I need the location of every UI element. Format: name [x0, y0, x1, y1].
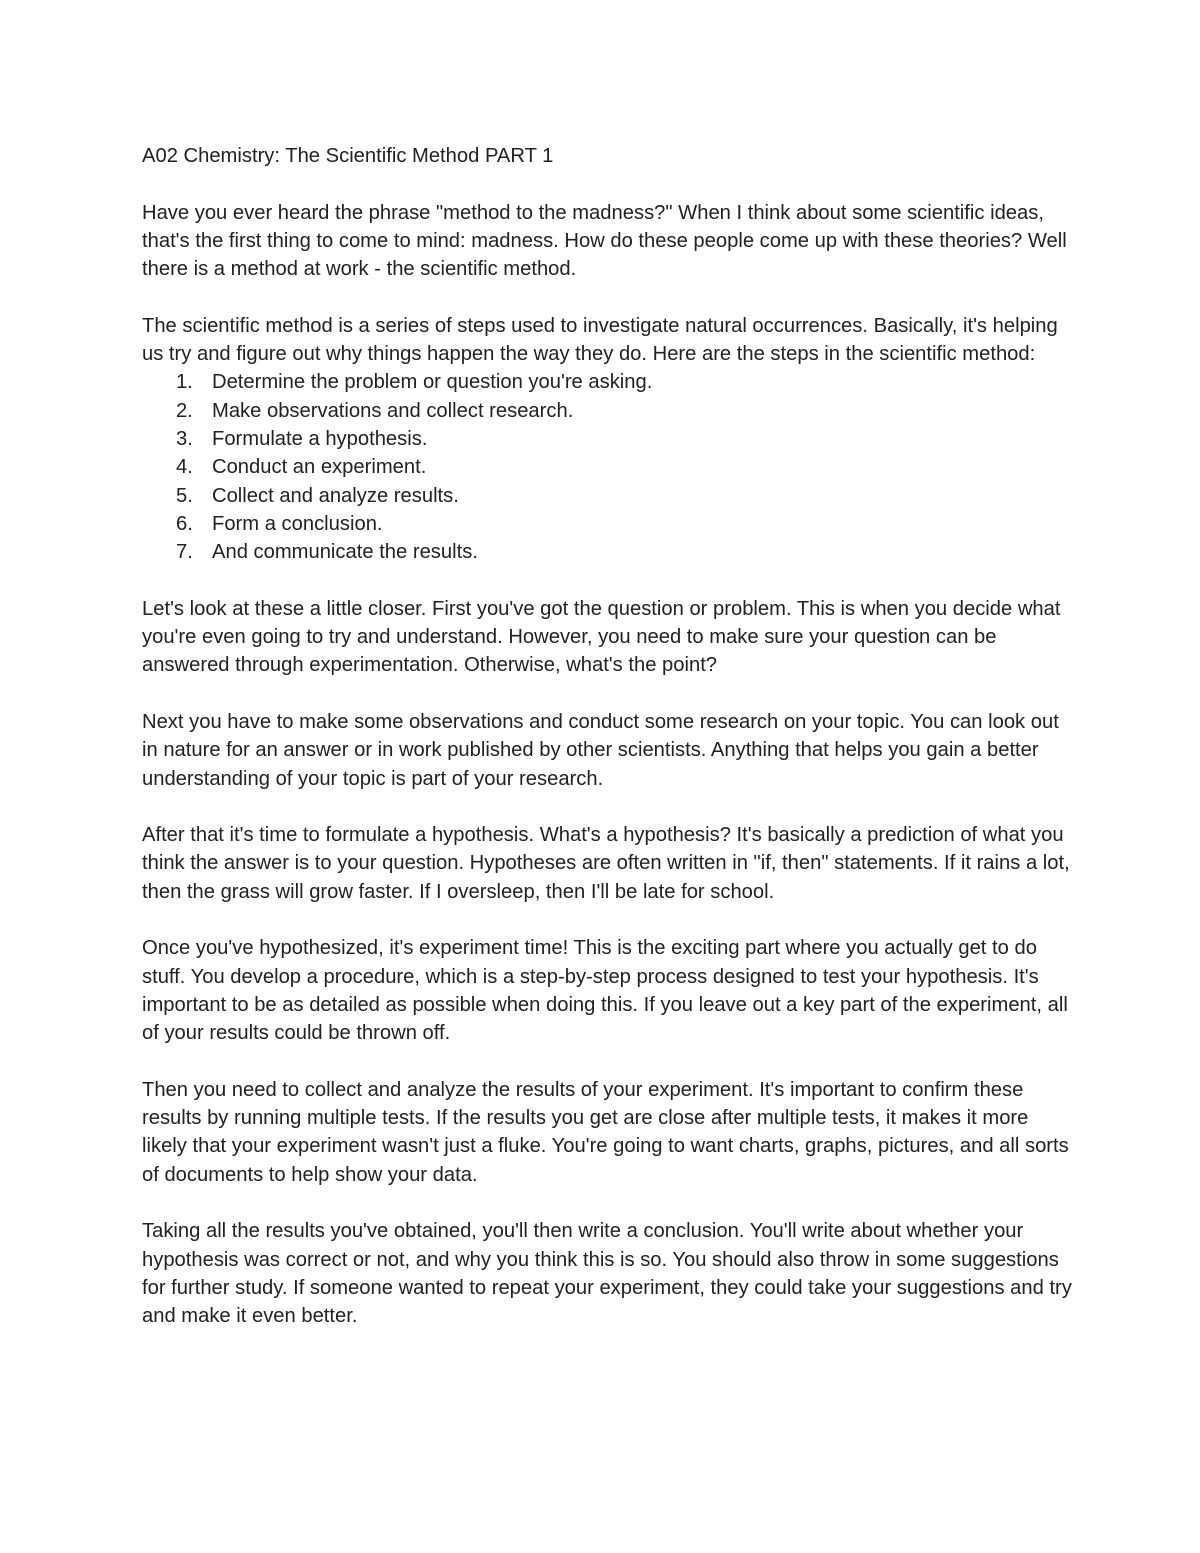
step-number: 3. — [176, 427, 193, 450]
steps-list — [142, 368, 1077, 566]
step-item — [142, 425, 1077, 453]
step-item — [142, 538, 1077, 566]
intro-paragraph: Have you ever heard the phrase "method to the madness?" When I think about some scientific ideas, that's the first thing to come to mind: madness. How do these people come up with these theories? Well there is a method at work - the scientific method. — [142, 201, 1067, 281]
document-body — [142, 142, 1077, 1330]
step-number: 1. — [176, 371, 193, 394]
step-number: 7. — [176, 541, 193, 564]
step-number: 4. — [176, 456, 193, 479]
step-number: 2. — [176, 399, 193, 422]
step-number: 5. — [176, 484, 193, 507]
step-text: Form a conclusion. — [212, 512, 383, 535]
body-paragraph-experiment: Once you've hypothesized, it's experiment time! This is the exciting part where you actually get to do stuff. You develop a procedure, which is a step-by-step process designed to test your hypothesis. It's important to be as detailed as possible when doing this. If you leave out a key part of the experiment, all of your results could be thrown off. — [142, 937, 1068, 1045]
definition-paragraph: The scientific method is a series of steps used to investigate natural occurrences. Basically, it's helping us try and figure out why things happen the way they do. Here are the steps in the scientific method: — [142, 314, 1058, 366]
step-text: And communicate the results. — [212, 541, 478, 564]
step-item — [142, 368, 1077, 396]
body-paragraph-research: Next you have to make some observations and conduct some research on your topic. You can look out in nature for an answer or in work published by other scientists. Anything that helps you gain a better understanding of your topic is part of your research. — [142, 710, 1059, 790]
step-text: Formulate a hypothesis. — [212, 427, 428, 450]
step-item — [142, 482, 1077, 510]
body-paragraph-hypothesis: After that it's time to formulate a hypothesis. What's a hypothesis? It's basically a prediction of what you think the answer is to your question. Hypotheses are often written in "if, then" statements. If it rains a lot, then the grass will grow faster. If I oversleep, then I'll be late for school. — [142, 824, 1070, 903]
document-title: A02 Chemistry: The Scientific Method PART 1 — [142, 145, 554, 167]
step-text: Make observations and collect research. — [212, 399, 574, 422]
step-text: Conduct an experiment. — [212, 456, 427, 479]
step-number: 6. — [176, 512, 193, 535]
body-paragraph-question: Let's look at these a little closer. First you've got the question or problem. This is when you decide what you're even going to try and understand. However, you need to make sure your question can be answered through experimentation. Otherwise, what's the point? — [142, 597, 1061, 677]
step-item — [142, 453, 1077, 481]
body-paragraph-conclusion: Taking all the results you've obtained, you'll then write a conclusion. You'll write about whether your hypothesis was correct or not, and why you think this is so. You should also throw in some suggestions for further study. If someone wanted to repeat your experiment, they could take your suggestions and try and make it even better. — [142, 1220, 1072, 1328]
body-paragraph-results: Then you need to collect and analyze the results of your experiment. It's important to confirm these results by running multiple tests. If the results you get are close after multiple tests, it makes it more likely that your experiment wasn't just a fluke. You're going to want charts, graphs, pictures, and all sorts of documents to help show your data. — [142, 1078, 1069, 1186]
step-item — [142, 510, 1077, 538]
step-text: Determine the problem or question you're asking. — [212, 371, 653, 394]
step-item — [142, 397, 1077, 425]
step-text: Collect and analyze results. — [212, 484, 459, 507]
